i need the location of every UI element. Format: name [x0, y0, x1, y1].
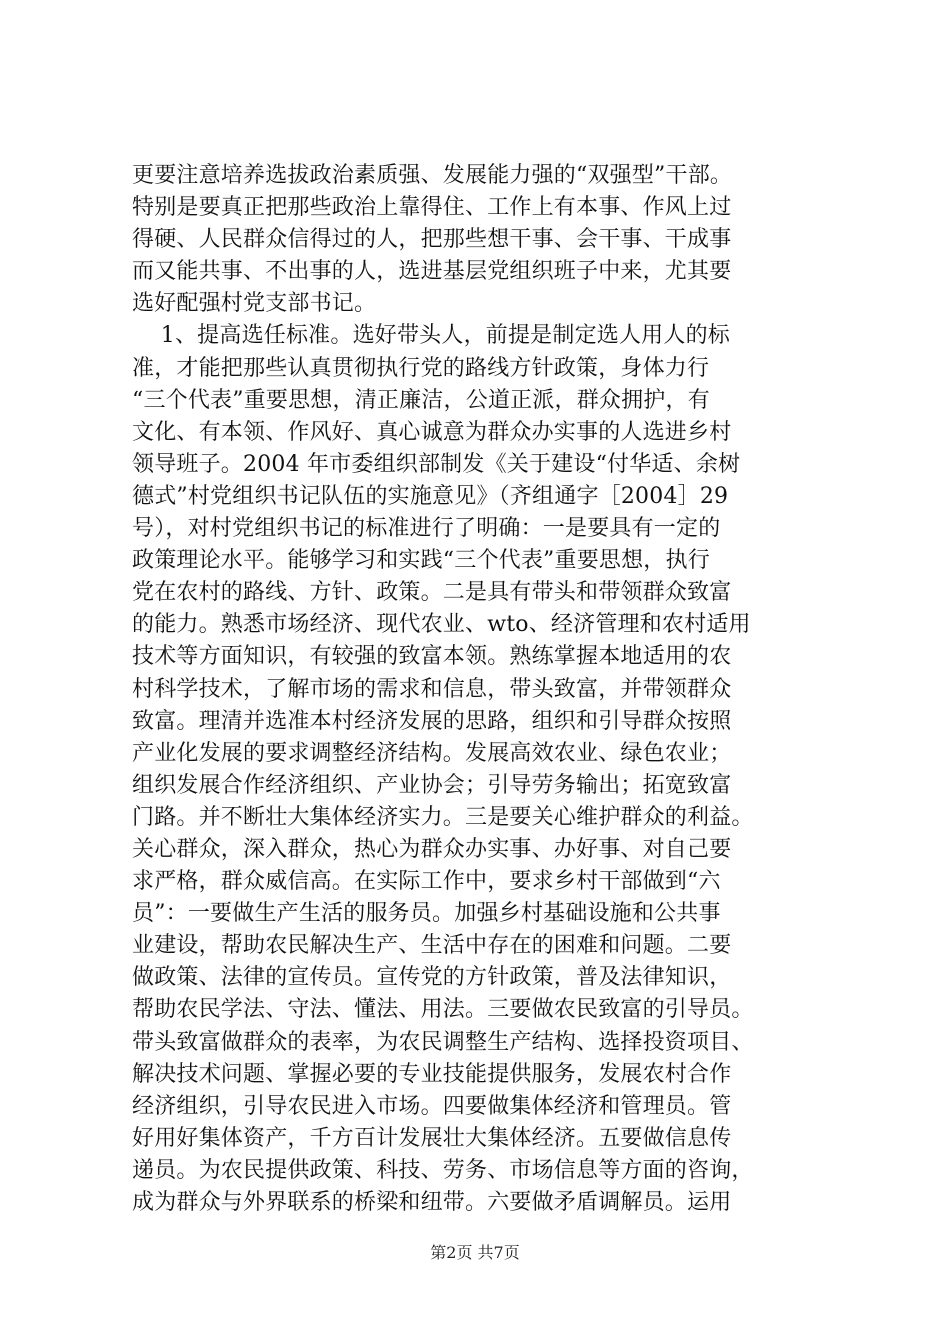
page-footer: 第2页 共7页: [430, 1243, 520, 1262]
text-line: 得硬、人民群众信得过的人，把那些想干事、会干事、干成事: [132, 227, 732, 253]
text-line: 村科学技术，了解市场的需求和信息，带头致富，并带领群众: [132, 676, 732, 702]
text-line: 特别是要真正把那些政治上靠得住、工作上有本事、作风上过: [132, 195, 732, 221]
text-line: 号），对村党组织书记的标准进行了明确：一是要具有一定的: [132, 516, 721, 542]
text-line: 组织发展合作经济组织、产业协会；引导劳务输出；拓宽致富: [132, 772, 732, 798]
text-line: 求严格，群众威信高。在实际工作中，要求乡村干部做到“六: [132, 869, 721, 895]
text-line: “三个代表”重要思想，清正廉洁，公道正派，群众拥护，有: [132, 387, 710, 413]
text-line: 员”：一要做生产生活的服务员。加强乡村基础设施和公共事: [132, 901, 721, 927]
text-line: 准，才能把那些认真贯彻执行党的路线方针政策，身体力行: [132, 355, 710, 381]
text-line: 文化、有本领、作风好、真心诚意为群众办实事的人选进乡村: [132, 419, 732, 445]
text-line: 的能力。熟悉市场经济、现代农业、wto、经济管理和农村适用: [132, 612, 751, 638]
text-line: 致富。理清并选准本村经济发展的思路，组织和引导群众按照: [132, 708, 732, 734]
text-line: 门路。并不断壮大集体经济实力。三是要关心维护群众的利益。: [132, 804, 754, 830]
text-line: 好用好集体资产，千方百计发展壮大集体经济。五要做信息传: [132, 1125, 732, 1151]
text-line: 成为群众与外界联系的桥梁和纽带。六要做矛盾调解员。运用: [132, 1190, 732, 1215]
body-text: [132, 160, 832, 1219]
text-line: 关心群众，深入群众，热心为群众办实事、办好事、对自己要: [132, 836, 732, 862]
text-line: 更要注意培养选拔政治素质强、发展能力强的“双强型”干部。: [132, 163, 733, 188]
text-line: 带头致富做群众的表率，为农民调整生产结构、选择投资项目、: [132, 1029, 754, 1055]
text-line: 经济组织，引导农民进入市场。四要做集体经济和管理员。管: [132, 1093, 732, 1119]
text-line: 德式”村党组织书记队伍的实施意见》（齐组通字［2004］29: [132, 483, 729, 509]
text-line: 解决技术问题、掌握必要的专业技能提供服务，发展农村合作: [132, 1061, 732, 1087]
text-line: 党在农村的路线、方针、政策。二是具有带头和带领群众致富: [132, 580, 732, 606]
text-line: 递员。为农民提供政策、科技、劳务、市场信息等方面的咨询，: [132, 1157, 754, 1183]
text-line: 帮助农民学法、守法、懂法、用法。三要做农民致富的引导员。: [132, 997, 754, 1023]
text-line: 选好配强村党支部书记。: [132, 291, 377, 317]
text-line: 领导班子。2004 年市委组织部制发《关于建设“付华适、余树: [132, 451, 741, 477]
text-line: 做政策、法律的宣传员。宣传党的方针政策，普及法律知识，: [132, 965, 732, 991]
text-line: 业建设，帮助农民解决生产、生活中存在的困难和问题。二要: [132, 933, 732, 959]
text-line: 而又能共事、不出事的人，选进基层党组织班子中来，尤其要: [132, 259, 732, 285]
text-line: 产业化发展的要求调整经济结构。发展高效农业、绿色农业；: [132, 740, 732, 766]
text-line: 技术等方面知识，有较强的致富本领。熟练掌握本地适用的农: [132, 644, 732, 670]
text-line: 1、提高选任标准。选好带头人，前提是制定选人用人的标: [132, 323, 730, 349]
text-line: 政策理论水平。能够学习和实践“三个代表”重要思想，执行: [132, 548, 710, 574]
